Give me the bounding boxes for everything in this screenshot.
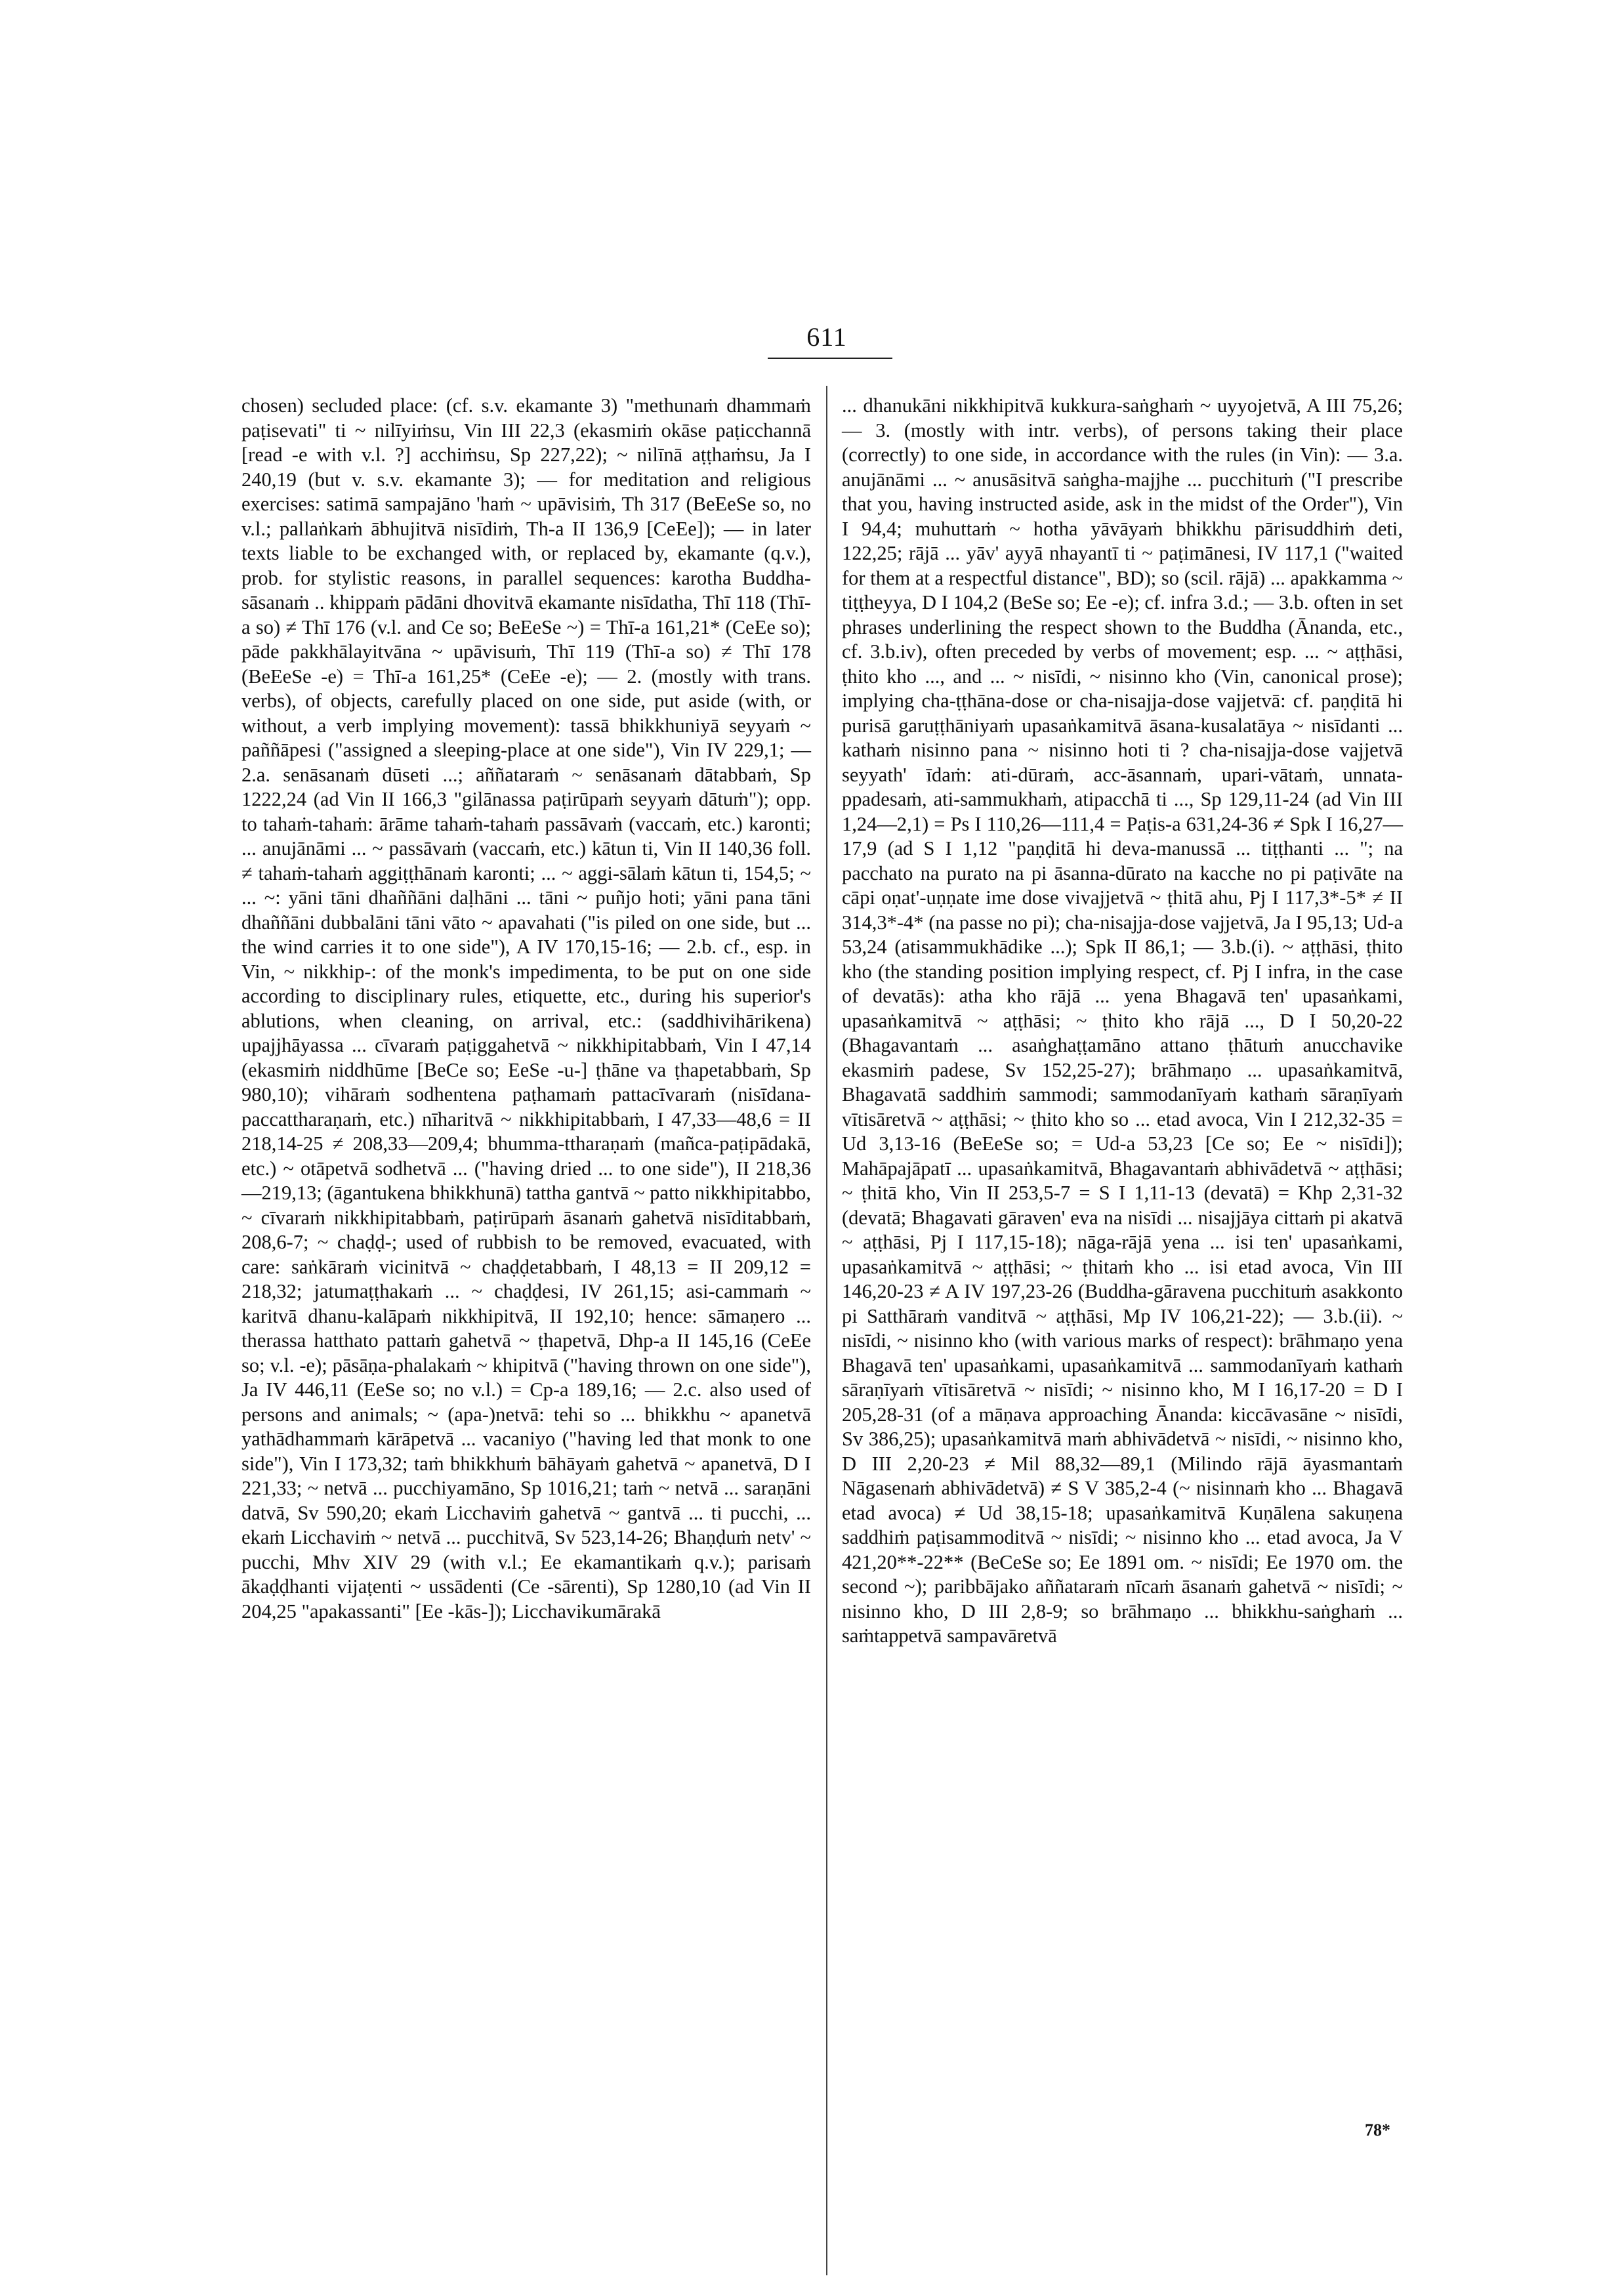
page-number: 611 <box>806 322 847 352</box>
header-rule <box>768 358 892 359</box>
left-column <box>241 394 811 1624</box>
right-column-text: ... dhanukāni nikkhipitvā kukkura-saṅghaṁ ~ uyyojetvā, A III 75,26; — 3. (mostly with intr. verbs), of persons taking their place (correctly) to one side, in accordance with the rules (in Vin): — 3.a. anujānāmi ... ~ anusāsitvā saṅgha-majjhe ... pucchituṁ ("I prescribe that you, having instructed aside, ask in the midst of the Order"), Vin I 94,4; muhuttaṁ ~ hotha yāvāyaṁ bhikkhu pārisuddhiṁ deti, 122,25; rājā ... yāv' ayyā nhayantī ti ~ paṭimānesi, IV 117,1 ("waited for them at a respectful distance", BD); so (scil. rājā) ... apakkamma ~ tiṭṭheyya, D I 104,2 (BeSe so; Ee -e); cf. infra 3.d.; — 3.b. often in set phrases underlining the respect shown to the Buddha (Ānanda, etc., cf. 3.b.iv), often preceded by verbs of movement; esp. ... ~ aṭṭhāsi, ṭhito kho ..., and ... ~ nisīdi, ~ nisinno kho (Vin, canonical prose); implying cha-ṭṭhāna-dose or cha-nisajja-dose vajjetvā: cf. paṇḍitā hi purisā garuṭṭhāniyaṁ upasaṅkamitvā āsana-kusalatāya ~ nisīdanti ... kathaṁ nisinno pana ~ nisinno hoti ti ? cha-nisajja-dose vajjetvā seyyath' īdaṁ: ati-dūraṁ, acc-āsannaṁ, upari-vātaṁ, unnata-ppadesaṁ, ati-sammukhaṁ, atipacchā ti ..., Sp 129,11-24 (ad Vin III 1,24—2,1) = Ps I 110,26—111,4 = Paṭis-a 631,24-36 ≠ Spk I 16,27—17,9 (ad S I 1,12 "paṇḍitā hi deva-manussā ... tiṭṭhanti ... "; na pacchato na purato na pi āsanna-dūrato na kacche no pi paṭivāte na cāpi oṇat'-uṇṇate ime dose vivajjetvā ~ ṭhitā ahu, Pj I 117,3*-5* ≠ II 314,3*-4* (na passe no pi); cha-nisajja-dose vajjetvā, Ja I 95,13; Ud-a 53,24 (atisammukhādike ...); Spk II 86,1; — 3.b.(i). ~ aṭṭhāsi, ṭhito kho (the standing position implying respect, cf. Pj I infra, in the case of devatās): atha kho rājā ... yena Bhagavā ten' upasaṅkami, upasaṅkamitvā ~ aṭṭhāsi; ~ ṭhito kho rājā ..., D I 50,20-22 (Bhagavantaṁ ... asaṅghaṭṭamāno attano ṭhātuṁ anucchavike ekasmiṁ padese, Sv 152,25-27); brāhmaṇo ... upasaṅkamitvā, Bhagavatā saddhiṁ sammodi; sammodanīyaṁ kathaṁ sāraṇīyaṁ vītisāretvā ~ aṭṭhāsi; ~ ṭhito kho so ... etad avoca, Vin I 212,32-35 = Ud 3,13-16 (BeEeSe so; = Ud-a 53,23 [Ce so; Ee ~ nisīdi]); Mahāpajāpatī ... upasaṅkamitvā, Bhagavantaṁ abhivādetvā ~ aṭṭhāsi; ~ ṭhitā kho, Vin II 253,5-7 = S I 1,11-13 (devatā) = Khp 2,31-32 (devatā; Bhagavati gāraven' eva na nisīdi ... nisajjāya cittaṁ pi akatvā ~ aṭṭhāsi, Pj I 117,15-18); nāga-rājā yena ... isi ten' upasaṅkami, upasaṅkamitvā ~ aṭṭhāsi; ~ ṭhitaṁ kho ... isi etad avoca, Vin III 146,20-23 ≠ A IV 197,23-26 (Buddha-gāravena pucchituṁ asakkonto pi Satthāraṁ vanditvā ~ aṭṭhāsi, Mp IV 106,21-22); — 3.b.(ii). ~ nisīdi, ~ nisinno kho (with various marks of respect): brāhmaṇo yena Bhagavā ten' upasaṅkami, upasaṅkamitvā ... sammodanīyaṁ kathaṁ sāraṇīyaṁ vītisāretvā ~ nisīdi; ~ nisinno kho, M I 16,17-20 = D I 205,28-31 (of a māṇava approaching Ānanda: kiccāvasāne ~ nisīdi, Sv 386,25); upasaṅkamitvā maṁ abhivādetvā ~ nisīdi, ~ nisinno kho, D III 2,20-23 ≠ Mil 88,32—89,1 (Milindo rājā āyasmantaṁ Nāgasenaṁ abhivādetvā) ≠ S V 385,2-4 (~ nisinnaṁ kho ... Bhagavā etad avoca) ≠ Ud 38,15-18; upasaṅkamitvā Kuṇālena sakuṇena saddhiṁ paṭisammoditvā ~ nisīdi; ~ nisinno kho ... etad avoca, Ja V 421,20**-22** (BeCeSe so; Ee 1891 om. ~ nisīdi; Ee 1970 om. the second ~); paribbājako aññataraṁ nīcaṁ āsanaṁ gahetvā ~ nisīdi; ~ nisinno kho, D III 2,8-9; so brāhmaṇo ... bhikkhu-saṅghaṁ ... saṁtappetvā sampavāretvā <box>842 394 1403 1647</box>
right-column <box>842 394 1403 1649</box>
column-divider <box>826 386 827 2275</box>
left-column-text: chosen) secluded place: (cf. s.v. ekamante 3) "methunaṁ dhammaṁ paṭisevati" ti ~ nilīyiṁsu, Vin III 22,3 (ekasmiṁ okāse paṭicchannā [read -e with v.l. ?] acchiṁsu, Sp 227,22); ~ nilīnā aṭṭhaṁsu, Ja I 240,19 (but v. s.v. ekamante 3); — for meditation and religious exercises: satimā sampajāno 'haṁ ~ upāvisiṁ, Th 317 (BeEeSe so, no v.l.; pallaṅkaṁ ābhujitvā nisīdiṁ, Th-a II 136,9 [CeEe]); — in later texts liable to be exchanged with, or replaced by, ekamante (q.v.), prob. for stylistic reasons, in parallel sequences: karotha Buddha-sāsanaṁ .. khippaṁ pādāni dhovitvā ekamante nisīdatha, Thī 118 (Thī-a so) ≠ Thī 176 (v.l. and Ce so; BeEeSe ~) = Thī-a 161,21* (CeEe so); pāde pakkhālayitvāna ~ upāvisuṁ, Thī 119 (Thī-a so) ≠ Thī 178 (BeEeSe -e) = Thī-a 161,25* (CeEe -e); — 2. (mostly with trans. verbs), of objects, carefully placed on one side, put aside (with, or without, a verb implying movement): tassā bhikkhuniyā seyyaṁ ~ paññāpesi ("assigned a sleeping-place at one side"), Vin IV 229,1; — 2.a. senāsanaṁ dūseti ...; aññataraṁ ~ senāsanaṁ dātabbaṁ, Sp 1222,24 (ad Vin II 166,3 "gilānassa paṭirūpaṁ seyyaṁ dātuṁ"); opp. to tahaṁ-tahaṁ: ārāme tahaṁ-tahaṁ passāvaṁ (vaccaṁ, etc.) karonti; ... anujānāmi ... ~ passāvaṁ (vaccaṁ, etc.) kātun ti, Vin II 140,36 foll. ≠ tahaṁ-tahaṁ aggiṭṭhānaṁ karonti; ... ~ aggi-sālaṁ kātun ti, 154,5; ~ ... ~: yāni tāni dhaññāni daḷhāni ... tāni ~ puñjo hoti; yāni pana tāni dhaññāni dubbalāni tāni vāto ~ apavahati ("is piled on one side, but ... the wind carries it to one side"), A IV 170,15-16; — 2.b. cf., esp. in Vin, ~ nikkhip-: of the monk's impedimenta, to be put on one side according to disciplinary rules, etiquette, etc., during his superior's ablutions, when cleaning, on arrival, etc.: (saddhivihārikena) upajjhāyassa ... cīvaraṁ paṭiggahetvā ~ nikkhipitabbaṁ, Vin I 47,14 (ekasmiṁ niddhūme [BeCe so; EeSe -u-] ṭhāne va ṭhapetabbaṁ, Sp 980,10); vihāraṁ sodhentena paṭhamaṁ pattacīvaraṁ (nisīdana-paccattharaṇaṁ, etc.) nīharitvā ~ nikkhipitabbaṁ, I 47,33—48,6 = II 218,14-25 ≠ 208,33—209,4; bhumma-ttharaṇaṁ (mañca-paṭipādakā, etc.) ~ otāpetvā sodhetvā ... ("having dried ... to one side"), II 218,36—219,13; (āgantukena bhikkhunā) tattha gantvā ~ patto nikkhipitabbo, ~ cīvaraṁ nikkhipitabbaṁ, paṭirūpaṁ āsanaṁ gahetvā nisīditabbaṁ, 208,6-7; ~ chaḍḍ-; used of rubbish to be removed, evacuated, with care: saṅkāraṁ vicinitvā ~ chaḍḍetabbaṁ, I 48,13 = II 209,12 = 218,32; jatumaṭṭhakaṁ ... ~ chaḍḍesi, IV 261,15; asi-cammaṁ ~ karitvā dhanu-kalāpaṁ nikkhipitvā, II 192,10; hence: sāmaṇero ... therassa hatthato pattaṁ gahetvā ~ ṭhapetvā, Dhp-a II 145,16 (CeEe so; v.l. -e); pāsāṇa-phalakaṁ ~ khipitvā ("having thrown on one side"), Ja IV 446,11 (EeSe so; no v.l.) = Cp-a 189,16; — 2.c. also used of persons and animals; ~ (apa-)netvā: tehi so ... bhikkhu ~ apanetvā yathādhammaṁ kārāpetvā ... vacaniyo ("having led that monk to one side"), Vin I 173,32; taṁ bhikkhuṁ bāhāyaṁ gahetvā ~ apanetvā, D I 221,33; ~ netvā ... pucchiyamāno, Sp 1016,21; taṁ ~ netvā ... saraṇāni datvā, Sv 590,20; ekaṁ Licchaviṁ gahetvā ~ gantvā ... ti pucchi, ... ekaṁ Licchaviṁ ~ netvā ... pucchitvā, Sv 523,14-26; Bhaṇḍuṁ netv' ~ pucchi, Mhv XIV 29 (with v.l.; Ee ekamantikaṁ q.v.); parisaṁ ākaḍḍhanti vijaṭenti ~ ussādenti (Ce -sārenti), Sp 1280,10 (ad Vin II 204,25 "apakassanti" [Ee -kās-]); Licchavikumārakā <box>241 394 811 1623</box>
signature-mark: 78* <box>1365 2120 1390 2140</box>
